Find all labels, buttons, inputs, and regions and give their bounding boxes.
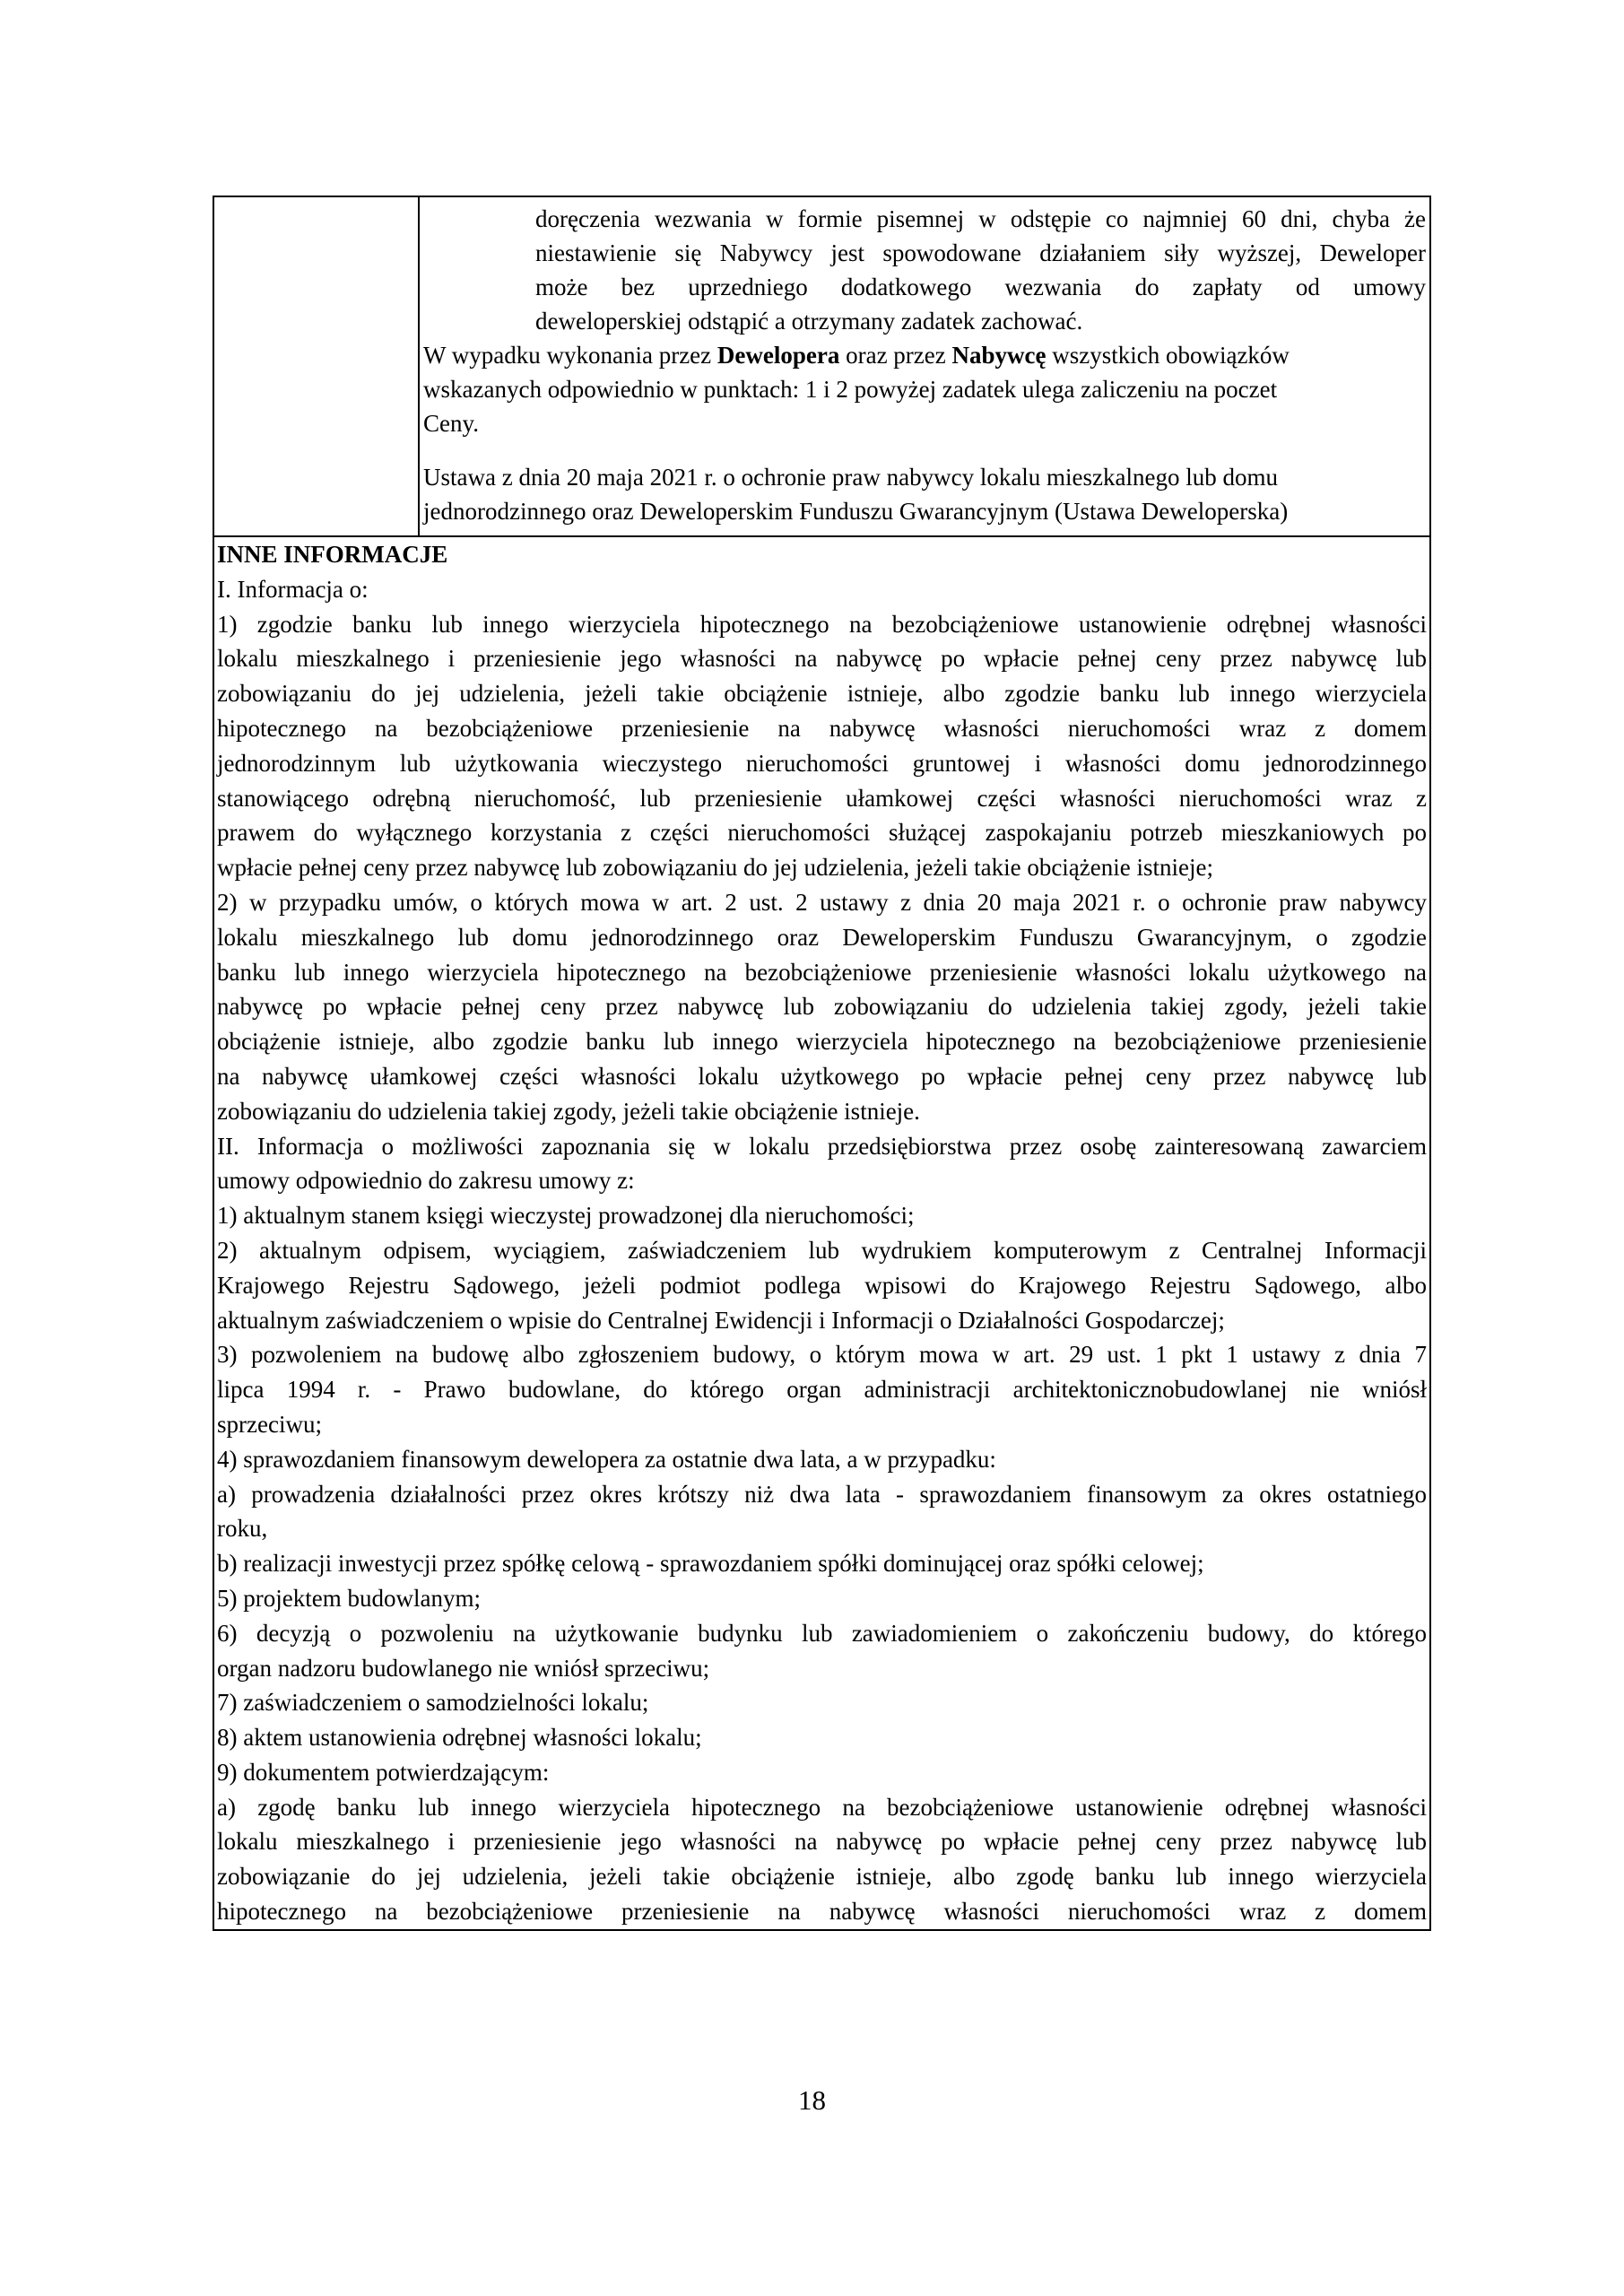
text-line: sprzeciwu; (217, 1410, 322, 1438)
text-line: organ nadzoru budowlanego nie wniósł sprzeciwu; (217, 1654, 710, 1682)
text-line: hipotecznego na bezobciążeniowe przeniesienie na nabywcę własności nieruchomości wraz z domem (217, 714, 1427, 742)
text-line: 5) projektem budowlanym; (217, 1584, 481, 1612)
bold-term: Nabywcę (951, 342, 1046, 369)
text-line: a) zgodę banku lub innego wierzyciela hipotecznego na bezobciążeniowe ustanowienie odrębnej własności (217, 1793, 1427, 1821)
text-line: zobowiązanie do jej udzielenia, jeżeli takie obciążenie istnieje, albo zgodę banku lub innego wierzyciela (217, 1863, 1427, 1891)
paragraph-statute (423, 460, 1426, 528)
text-line: zobowiązaniu do udzielenia takiej zgody, jeżeli takie obciążenie istnieje. (217, 1097, 920, 1125)
text-line: lokalu mieszkalnego i przeniesienie jego własności na nabywcę po wpłacie pełnej ceny przez nabywcę lub (217, 645, 1427, 673)
text-line: 3) pozwoleniem na budowę albo zgłoszeniem budowy, o którym mowa w art. 29 ust. 1 pkt 1 ustawy z dnia 7 (217, 1341, 1427, 1369)
text-line: Ustawa z dnia 20 maja 2021 r. o ochronie praw nabywcy lokalu mieszkalnego lub domu (423, 464, 1279, 491)
text-line: może bez uprzedniego dodatkowego wezwania do zapłaty od umowy (535, 274, 1426, 300)
section-inne-informacje (214, 537, 1429, 1929)
text-line: obciążenie istnieje, albo zgodzie banku lub innego wierzyciela hipotecznego na bezobciążeniowe przeniesienie (217, 1028, 1427, 1056)
indented-clause (423, 202, 1426, 338)
text-line: II. Informacja o możliwości zapoznania się w lokalu przedsiębiorstwa przez osobę zainteresowaną zawarciem (217, 1132, 1427, 1160)
text-line: 6) decyzją o pozwoleniu na użytkowanie budynku lub zawiadomieniem o zakończeniu budowy, do którego (217, 1619, 1427, 1647)
text-line: stanowiącego odrębną nieruchomość, lub przeniesienie ułamkowej części własności nieruchomości wraz z (217, 784, 1427, 812)
text-line: roku, (217, 1515, 268, 1543)
text-line: deweloperskiej odstąpić a otrzymany zadatek zachować. (535, 308, 1083, 335)
text-line: 2) w przypadku umów, o których mowa w art. 2 ust. 2 ustawy z dnia 20 maja 2021 r. o ochronie praw nabywcy (217, 888, 1427, 916)
text-line: Ceny. (423, 410, 479, 437)
text-line: b) realizacji inwestycji przez spółkę celową - sprawozdaniem spółki dominującej oraz spółki celowej; (217, 1550, 1204, 1578)
table-cell-content (420, 197, 1429, 535)
section-heading: INNE INFORMACJE (217, 541, 448, 568)
document-table (213, 196, 1431, 1931)
text-line: doręczenia wezwania w formie pisemnej w odstępie co najmniej 60 dni, chyba że (535, 205, 1426, 232)
text-line: na nabywcę ułamkowej części własności lokalu użytkowego po wpłacie pełnej ceny przez nabywcę lub (217, 1062, 1427, 1090)
text-line: 8) aktem ustanowienia odrębnej własności lokalu; (217, 1724, 702, 1752)
text-line: 7) zaświadczeniem o samodzielności lokalu; (217, 1689, 649, 1717)
text-line: wpłacie pełnej ceny przez nabywcę lub zobowiązaniu do jej udzielenia, jeżeli takie obciążenie istnieje; (217, 854, 1213, 882)
text-line: niestawienie się Nabywcy jest spowodowane działaniem siły wyższej, Deweloper (535, 239, 1426, 266)
text-line: W wypadku wykonania przez Dewelopera oraz przez Nabywcę wszystkich obowiązków (423, 342, 1290, 369)
text-line: prawem do wyłącznego korzystania z części nieruchomości służącej zaspokajaniu potrzeb mieszkaniowych po (217, 819, 1427, 847)
table-cell-empty (214, 197, 420, 535)
text-line: 1) zgodzie banku lub innego wierzyciela hipotecznego na bezobciążeniowe ustanowienie odrębnej własności (217, 610, 1427, 638)
text-line: a) prowadzenia działalności przez okres krótszy niż dwa lata - sprawozdaniem finansowym za okres ostatniego (217, 1480, 1427, 1508)
text-line: I. Informacja o: (217, 575, 369, 603)
text-line: wskazanych odpowiednio w punktach: 1 i 2 powyżej zadatek ulega zaliczeniu na poczet (423, 376, 1278, 403)
page-number: 18 (798, 2084, 826, 2116)
text-line: 1) aktualnym stanem księgi wieczystej prowadzonej dla nieruchomości; (217, 1202, 915, 1230)
text-line: nabywcę po wpłacie pełnej ceny przez nabywcę lub zobowiązaniu do udzielenia takiej zgody, jeżeli takie (217, 993, 1427, 1021)
text-line: hipotecznego na bezobciążeniowe przeniesienie na nabywcę własności nieruchomości wraz z domem (217, 1898, 1427, 1926)
text-line: umowy odpowiednio do zakresu umowy z: (217, 1167, 635, 1195)
text-line: aktualnym zaświadczeniem o wpisie do Centralnej Ewidencji i Informacji o Działalności Gospodarczej; (217, 1306, 1225, 1334)
paragraph-advance (423, 338, 1426, 440)
text-line: lokalu mieszkalnego lub domu jednorodzinnego oraz Deweloperskim Funduszu Gwarancyjnym, o zgodzie (217, 923, 1427, 951)
text-line: lipca 1994 r. - Prawo budowlane, do którego organ administracji architektonicznobudowlanej nie wniósł (217, 1376, 1427, 1404)
text-line: Krajowego Rejestru Sądowego, jeżeli podmiot podlega wpisowi do Krajowego Rejestru Sądowego, albo (217, 1271, 1427, 1299)
table-row-top (214, 197, 1429, 537)
bold-term: Dewelopera (716, 342, 840, 369)
text-line: 2) aktualnym odpisem, wyciągiem, zaświadczeniem lub wydrukiem komputerowym z Centralnej Informacji (217, 1236, 1427, 1264)
text-line: banku lub innego wierzyciela hipotecznego na bezobciążeniowe przeniesienie własności lokalu użytkowego na (217, 958, 1427, 986)
text-line: jednorodzinnym lub użytkowania wieczystego nieruchomości gruntowej i własności domu jednorodzinnego (217, 749, 1427, 777)
text-line: zobowiązaniu do jej udzielenia, jeżeli takie obciążenie istnieje, albo zgodzie banku lub innego wierzyciela (217, 680, 1427, 708)
text-line: jednorodzinnego oraz Deweloperskim Funduszu Gwarancyjnym (Ustawa Deweloperska) (423, 498, 1289, 525)
text-line: lokalu mieszkalnego i przeniesienie jego własności na nabywcę po wpłacie pełnej ceny przez nabywcę lub (217, 1828, 1427, 1856)
text-line: 4) sprawozdaniem finansowym dewelopera za ostatnie dwa lata, a w przypadku: (217, 1445, 996, 1473)
text-line: 9) dokumentem potwierdzającym: (217, 1758, 550, 1786)
